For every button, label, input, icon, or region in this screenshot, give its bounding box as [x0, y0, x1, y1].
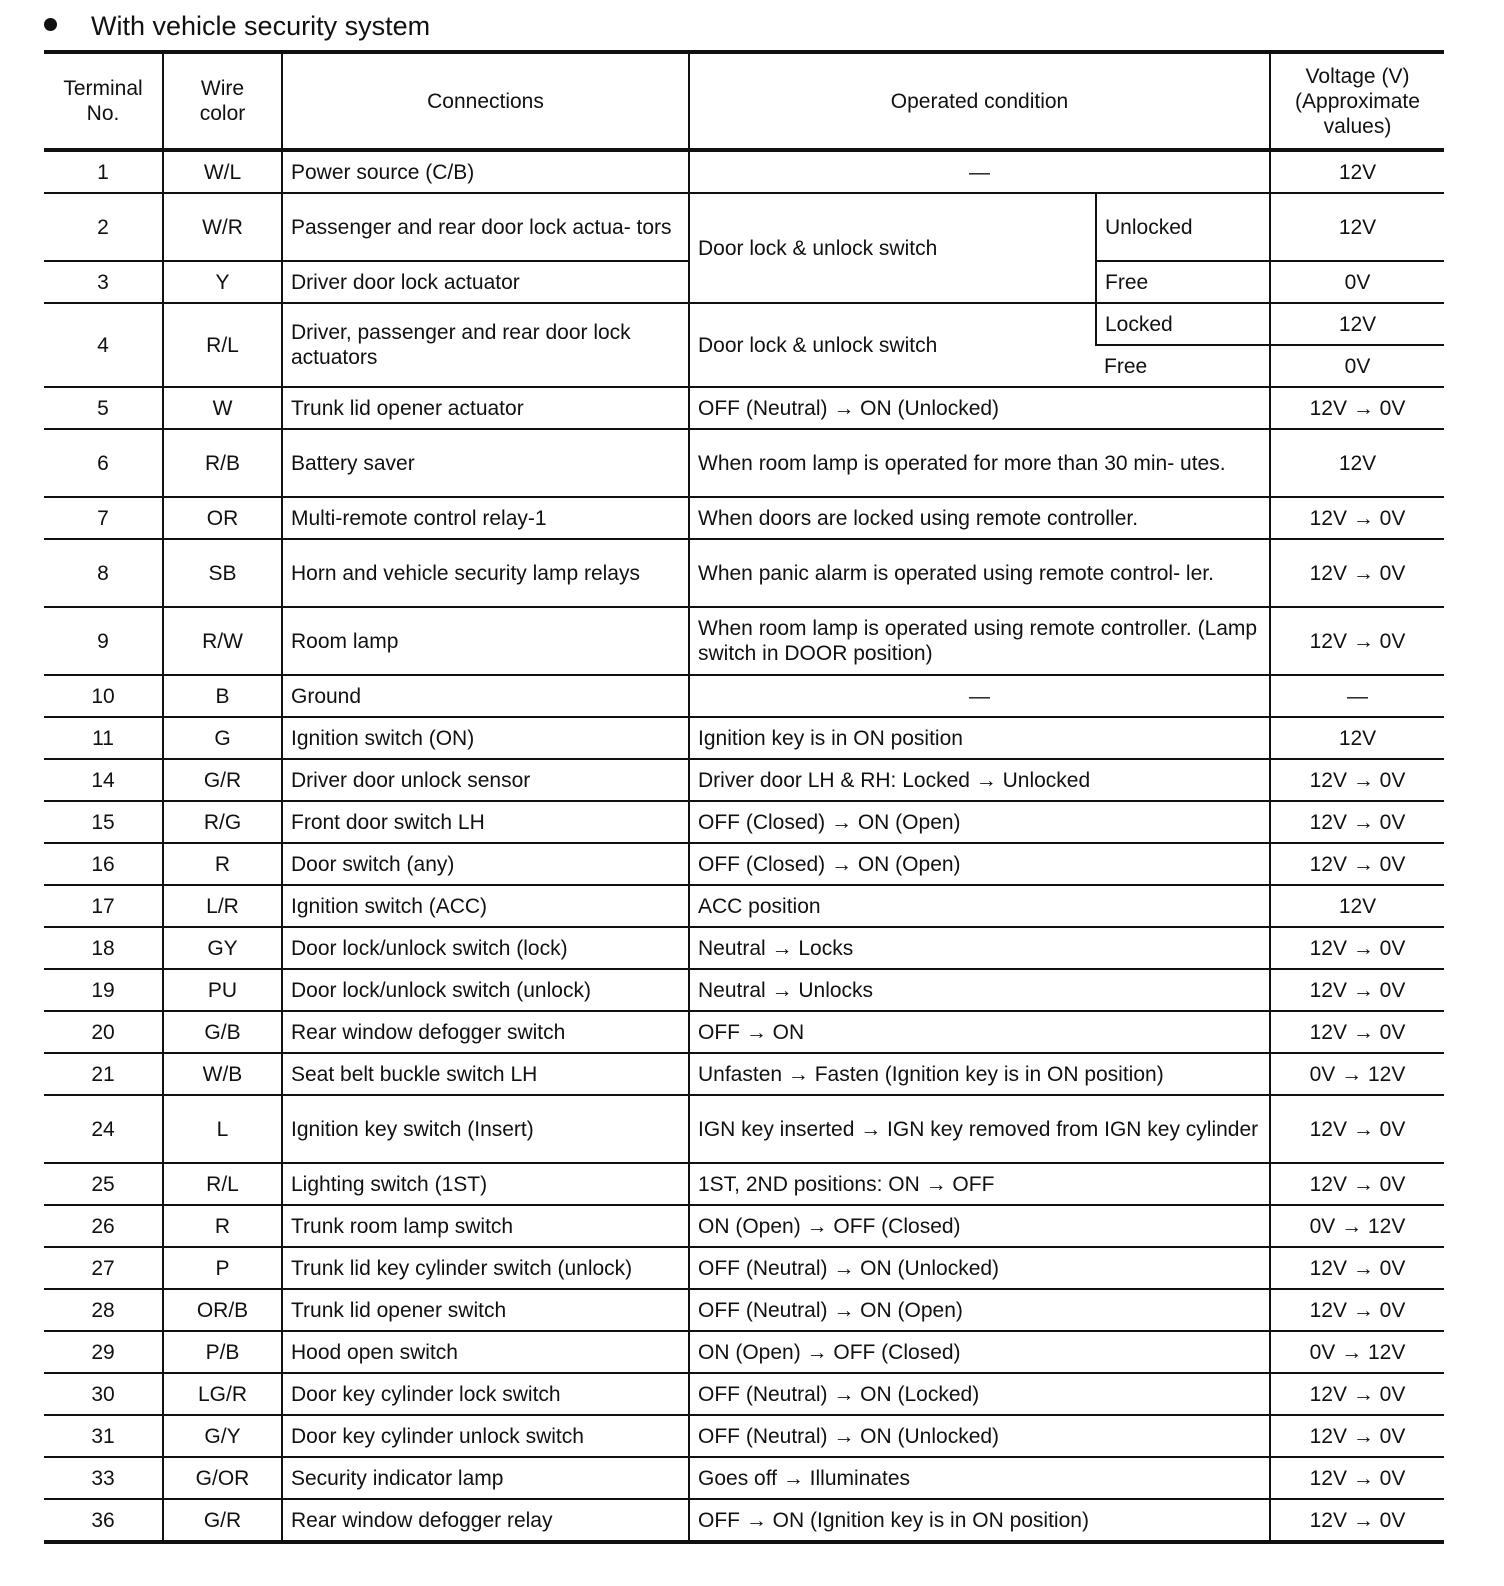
- condition-cell: When doors are locked using remote controller.: [689, 497, 1270, 539]
- header-operated-condition: Operated condition: [689, 52, 1270, 150]
- condition-cell: OFF → ON (Ignition key is in ON position): [689, 1499, 1270, 1542]
- terminal-cell: 1: [44, 150, 163, 193]
- header-terminal: Terminal No.: [44, 52, 163, 150]
- table-row: [44, 303, 1444, 345]
- wire-color-cell: R/L: [163, 303, 282, 387]
- voltage-cell: 0V: [1270, 345, 1444, 387]
- voltage-cell: 12V → 0V: [1270, 539, 1444, 607]
- wire-color-cell: OR/B: [163, 1289, 282, 1331]
- voltage-cell: 12V: [1270, 885, 1444, 927]
- wire-color-cell: R/B: [163, 429, 282, 497]
- header-voltage: Voltage (V) (Approximate values): [1270, 52, 1444, 150]
- condition-cell: OFF (Neutral) → ON (Unlocked): [689, 387, 1270, 429]
- table-row: [44, 1331, 1444, 1373]
- terminal-cell: 26: [44, 1205, 163, 1247]
- section-heading: [44, 8, 430, 44]
- state-cell: Unlocked: [1096, 193, 1270, 261]
- connection-cell: Rear window defogger relay: [282, 1499, 689, 1542]
- connection-cell: Trunk room lamp switch: [282, 1205, 689, 1247]
- header-connections: Connections: [282, 52, 689, 150]
- condition-cell: —: [689, 150, 1270, 193]
- connection-cell: Door key cylinder unlock switch: [282, 1415, 689, 1457]
- voltage-cell: 12V → 0V: [1270, 1415, 1444, 1457]
- table-row: [44, 969, 1444, 1011]
- condition-cell: OFF (Closed) → ON (Open): [689, 801, 1270, 843]
- terminal-cell: 27: [44, 1247, 163, 1289]
- condition-cell: Ignition key is in ON position: [689, 717, 1270, 759]
- connection-cell: Door key cylinder lock switch: [282, 1373, 689, 1415]
- terminal-cell: 31: [44, 1415, 163, 1457]
- wire-color-cell: G/R: [163, 759, 282, 801]
- terminal-cell: 30: [44, 1373, 163, 1415]
- condition-cell: Unfasten → Fasten (Ignition key is in ON position): [689, 1053, 1270, 1095]
- connection-cell: Driver door unlock sensor: [282, 759, 689, 801]
- voltage-cell: —: [1270, 675, 1444, 717]
- table-row: [44, 1457, 1444, 1499]
- terminal-cell: 8: [44, 539, 163, 607]
- condition-cell: OFF (Neutral) → ON (Open): [689, 1289, 1270, 1331]
- table-row: [44, 927, 1444, 969]
- wire-color-cell: G/OR: [163, 1457, 282, 1499]
- voltage-cell: 12V: [1270, 150, 1444, 193]
- wire-color-cell: L: [163, 1095, 282, 1163]
- wire-color-cell: W/L: [163, 150, 282, 193]
- condition-cell: OFF (Neutral) → ON (Locked): [689, 1373, 1270, 1415]
- table-row: [44, 717, 1444, 759]
- connection-cell: Ignition key switch (Insert): [282, 1095, 689, 1163]
- voltage-cell: 12V → 0V: [1270, 387, 1444, 429]
- voltage-cell: 12V → 0V: [1270, 1457, 1444, 1499]
- state-cell: Locked: [1096, 303, 1270, 345]
- wire-color-cell: LG/R: [163, 1373, 282, 1415]
- condition-cell: When room lamp is operated for more than 30 min- utes.: [689, 429, 1270, 497]
- voltage-cell: 12V → 0V: [1270, 1373, 1444, 1415]
- voltage-cell: 12V → 0V: [1270, 1499, 1444, 1542]
- connection-cell: Door lock/unlock switch (lock): [282, 927, 689, 969]
- voltage-cell: 12V → 0V: [1270, 969, 1444, 1011]
- table-row: [44, 1205, 1444, 1247]
- wire-color-cell: W: [163, 387, 282, 429]
- voltage-cell: 0V → 12V: [1270, 1205, 1444, 1247]
- terminal-cell: 18: [44, 927, 163, 969]
- connection-cell: Rear window defogger switch: [282, 1011, 689, 1053]
- voltage-cell: 12V → 0V: [1270, 1095, 1444, 1163]
- table-row: [44, 1373, 1444, 1415]
- condition-cell: OFF (Neutral) → ON (Unlocked): [689, 1247, 1270, 1289]
- voltage-cell: 0V: [1270, 261, 1444, 303]
- voltage-cell: 12V → 0V: [1270, 497, 1444, 539]
- voltage-cell: 0V → 12V: [1270, 1053, 1444, 1095]
- terminal-cell: 28: [44, 1289, 163, 1331]
- table-row: [44, 150, 1444, 193]
- voltage-cell: 12V → 0V: [1270, 1289, 1444, 1331]
- connection-cell: Ignition switch (ON): [282, 717, 689, 759]
- voltage-cell: 12V → 0V: [1270, 801, 1444, 843]
- table-row: [44, 675, 1444, 717]
- voltage-cell: 12V: [1270, 193, 1444, 261]
- condition-cell: Driver door LH & RH: Locked → Unlocked: [689, 759, 1270, 801]
- table-row: [44, 1053, 1444, 1095]
- wire-color-cell: G/B: [163, 1011, 282, 1053]
- connection-cell: Front door switch LH: [282, 801, 689, 843]
- condition-cell: OFF → ON: [689, 1011, 1270, 1053]
- terminal-cell: 10: [44, 675, 163, 717]
- wire-color-cell: GY: [163, 927, 282, 969]
- terminal-cell: 19: [44, 969, 163, 1011]
- wire-color-cell: SB: [163, 539, 282, 607]
- table-row: [44, 1289, 1444, 1331]
- table-row: [44, 1011, 1444, 1053]
- connection-cell: Passenger and rear door lock actua- tors: [282, 193, 689, 261]
- terminal-cell: 6: [44, 429, 163, 497]
- voltage-cell: 12V → 0V: [1270, 843, 1444, 885]
- voltage-cell: 12V: [1270, 429, 1444, 497]
- voltage-cell: 12V → 0V: [1270, 607, 1444, 675]
- wire-color-cell: R/W: [163, 607, 282, 675]
- condition-cell: ON (Open) → OFF (Closed): [689, 1331, 1270, 1373]
- connection-cell: Ground: [282, 675, 689, 717]
- voltage-cell: 12V → 0V: [1270, 1011, 1444, 1053]
- connection-cell: Horn and vehicle security lamp relays: [282, 539, 689, 607]
- wire-color-cell: Y: [163, 261, 282, 303]
- voltage-cell: 12V: [1270, 717, 1444, 759]
- terminal-cell: 9: [44, 607, 163, 675]
- voltage-cell: 0V → 12V: [1270, 1331, 1444, 1373]
- wire-color-cell: OR: [163, 497, 282, 539]
- wire-color-cell: R/G: [163, 801, 282, 843]
- wire-color-cell: W/R: [163, 193, 282, 261]
- terminal-cell: 2: [44, 193, 163, 261]
- terminal-cell: 20: [44, 1011, 163, 1053]
- section-heading-text: With vehicle security system: [91, 11, 431, 41]
- table-row: [44, 607, 1444, 675]
- table-row: [44, 193, 1444, 261]
- terminal-cell: 7: [44, 497, 163, 539]
- terminal-cell: 15: [44, 801, 163, 843]
- connection-cell: Trunk lid opener actuator: [282, 387, 689, 429]
- table-row: [44, 1499, 1444, 1542]
- wire-color-cell: P: [163, 1247, 282, 1289]
- table-row: [44, 539, 1444, 607]
- state-cell: Free: [1096, 261, 1270, 303]
- terminal-cell: 4: [44, 303, 163, 387]
- voltage-cell: 12V → 0V: [1270, 1163, 1444, 1205]
- terminal-cell: 16: [44, 843, 163, 885]
- connection-cell: Room lamp: [282, 607, 689, 675]
- table-row: [44, 1247, 1444, 1289]
- terminal-cell: 14: [44, 759, 163, 801]
- connection-cell: Battery saver: [282, 429, 689, 497]
- wire-color-cell: G: [163, 717, 282, 759]
- table-row: [44, 843, 1444, 885]
- table-row: [44, 387, 1444, 429]
- terminal-cell: 33: [44, 1457, 163, 1499]
- condition-cell: Door lock & unlock switch: [689, 303, 1096, 387]
- wire-color-cell: B: [163, 675, 282, 717]
- terminal-cell: 25: [44, 1163, 163, 1205]
- connection-cell: Multi-remote control relay-1: [282, 497, 689, 539]
- connection-cell: Lighting switch (1ST): [282, 1163, 689, 1205]
- terminal-cell: 5: [44, 387, 163, 429]
- voltage-cell: 12V: [1270, 303, 1444, 345]
- wire-color-cell: P/B: [163, 1331, 282, 1373]
- condition-cell: IGN key inserted → IGN key removed from IGN key cylinder: [689, 1095, 1270, 1163]
- connection-cell: Security indicator lamp: [282, 1457, 689, 1499]
- connection-cell: Driver door lock actuator: [282, 261, 689, 303]
- terminal-cell: 24: [44, 1095, 163, 1163]
- connection-cell: Seat belt buckle switch LH: [282, 1053, 689, 1095]
- voltage-cell: 12V → 0V: [1270, 927, 1444, 969]
- condition-cell: OFF (Closed) → ON (Open): [689, 843, 1270, 885]
- state-cell: Free: [1096, 345, 1270, 387]
- table-row: [44, 801, 1444, 843]
- condition-cell: OFF (Neutral) → ON (Unlocked): [689, 1415, 1270, 1457]
- connection-cell: Ignition switch (ACC): [282, 885, 689, 927]
- table-row: [44, 497, 1444, 539]
- voltage-cell: 12V → 0V: [1270, 759, 1444, 801]
- wire-color-cell: R/L: [163, 1163, 282, 1205]
- condition-cell: —: [689, 675, 1270, 717]
- wire-color-cell: G/Y: [163, 1415, 282, 1457]
- terminal-cell: 17: [44, 885, 163, 927]
- connection-cell: Door switch (any): [282, 843, 689, 885]
- wire-color-cell: R: [163, 1205, 282, 1247]
- terminal-cell: 21: [44, 1053, 163, 1095]
- table-row: [44, 429, 1444, 497]
- condition-cell: ON (Open) → OFF (Closed): [689, 1205, 1270, 1247]
- condition-cell: Goes off → Illuminates: [689, 1457, 1270, 1499]
- table-row: [44, 885, 1444, 927]
- terminal-table: [44, 50, 1444, 1544]
- terminal-cell: 11: [44, 717, 163, 759]
- table-row: [44, 1163, 1444, 1205]
- condition-cell: When room lamp is operated using remote controller. (Lamp switch in DOOR position): [689, 607, 1270, 675]
- connection-cell: Door lock/unlock switch (unlock): [282, 969, 689, 1011]
- table-header-row: [44, 52, 1444, 150]
- condition-cell: When panic alarm is operated using remote control- ler.: [689, 539, 1270, 607]
- connection-cell: Hood open switch: [282, 1331, 689, 1373]
- connection-cell: Power source (C/B): [282, 150, 689, 193]
- condition-cell: Door lock & unlock switch: [689, 193, 1096, 303]
- wire-color-cell: W/B: [163, 1053, 282, 1095]
- connection-cell: Trunk lid opener switch: [282, 1289, 689, 1331]
- terminal-cell: 3: [44, 261, 163, 303]
- wire-color-cell: PU: [163, 969, 282, 1011]
- table-row: [44, 759, 1444, 801]
- table-row: [44, 1415, 1444, 1457]
- table-row: [44, 1095, 1444, 1163]
- wire-color-cell: G/R: [163, 1499, 282, 1542]
- wire-color-cell: L/R: [163, 885, 282, 927]
- connection-cell: Driver, passenger and rear door lock actuators: [282, 303, 689, 387]
- voltage-cell: 12V → 0V: [1270, 1247, 1444, 1289]
- terminal-cell: 36: [44, 1499, 163, 1542]
- condition-cell: ACC position: [689, 885, 1270, 927]
- terminal-cell: 29: [44, 1331, 163, 1373]
- condition-cell: Neutral → Unlocks: [689, 969, 1270, 1011]
- condition-cell: Neutral → Locks: [689, 927, 1270, 969]
- wire-color-cell: R: [163, 843, 282, 885]
- bullet-icon: [44, 18, 57, 31]
- header-wire-color: Wire color: [163, 52, 282, 150]
- connection-cell: Trunk lid key cylinder switch (unlock): [282, 1247, 689, 1289]
- condition-cell: 1ST, 2ND positions: ON → OFF: [689, 1163, 1270, 1205]
